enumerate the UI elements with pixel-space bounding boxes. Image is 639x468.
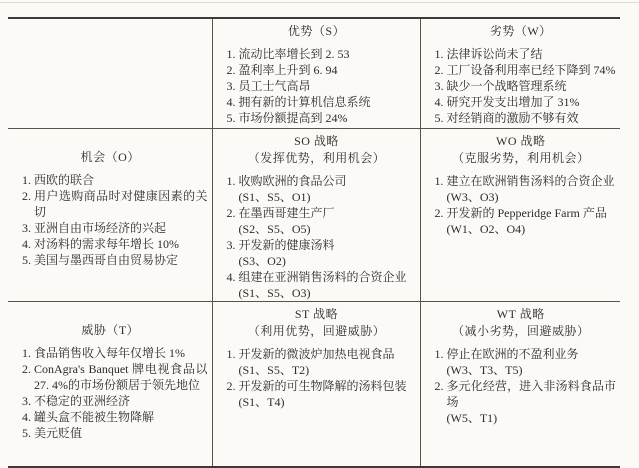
list-item bbox=[447, 173, 617, 205]
list-item: 3. 亚洲自由市场经济的兴起 bbox=[34, 220, 208, 236]
so-title: SO 战略 bbox=[294, 134, 339, 148]
wo-subtitle: （克服劣势，利用机会） bbox=[451, 151, 590, 165]
list-item bbox=[239, 269, 416, 301]
cell-st-strategies bbox=[212, 302, 420, 468]
list-item: 2. 工厂设备利用率已经下降到 74% bbox=[447, 62, 617, 78]
wt-list bbox=[426, 346, 617, 426]
list-item: 2. 用户选购商品时对健康因素的关切 bbox=[34, 188, 208, 220]
row-threats bbox=[8, 302, 620, 468]
strategy-text: 2. 开发新的 Pepperidge Farm 产品 bbox=[446, 206, 607, 220]
st-list bbox=[218, 346, 416, 410]
strategy-text: 2. 开发新的可生物降解的汤料包装 bbox=[238, 379, 407, 393]
threats-list bbox=[13, 345, 208, 441]
scan-artifact-line bbox=[0, 2, 639, 3]
strategy-ref: (S1、S5、O3) bbox=[238, 286, 311, 300]
list-item: 2. ConAgra's Banquet 牌电视食品以 27. 4%的市场份额居于领先地位 bbox=[34, 361, 208, 393]
row-opportunities bbox=[8, 129, 620, 302]
cell-strengths bbox=[212, 18, 420, 129]
list-item: 4. 对汤料的需求每年增长 10% bbox=[34, 236, 208, 252]
list-item: 4. 罐头盒不能被生物降解 bbox=[34, 409, 208, 425]
strategy-ref: (W3、T3、T5) bbox=[446, 363, 523, 377]
strategy-text: 1. 收购欧洲的食品公司 bbox=[238, 174, 347, 188]
wo-title: WO 战略 bbox=[496, 134, 546, 148]
strategy-text: 2. 多元化经营，进入非汤料食品市场 bbox=[446, 379, 616, 409]
list-item: 1. 流动比率增长到 2. 53 bbox=[239, 46, 416, 62]
list-item bbox=[447, 378, 617, 426]
wo-list bbox=[426, 173, 617, 237]
strategy-ref: (W3、O3) bbox=[446, 190, 499, 204]
list-item: 3. 不稳定的亚洲经济 bbox=[34, 393, 208, 409]
list-item bbox=[239, 378, 416, 410]
wt-title: WT 战略 bbox=[496, 307, 545, 321]
list-item bbox=[239, 346, 416, 378]
strategy-text: 3. 开发新的健康汤料 bbox=[238, 238, 335, 252]
strategy-ref: (W1、O2、O4) bbox=[446, 222, 526, 236]
list-item: 1. 法律诉讼尚未了结 bbox=[447, 46, 617, 62]
strategy-text: 4. 组建在亚洲销售汤料的合资企业 bbox=[238, 270, 407, 284]
row-strengths-weaknesses bbox=[8, 18, 620, 129]
cell-blank bbox=[8, 18, 212, 129]
strategy-text: 1. 建立在欧洲销售汤料的合资企业 bbox=[446, 174, 615, 188]
strengths-title: 优势（S） bbox=[287, 24, 346, 38]
cell-wo-strategies bbox=[420, 129, 620, 302]
strategy-ref: (S2、S5、O5) bbox=[238, 222, 311, 236]
opportunities-list bbox=[13, 172, 208, 268]
weaknesses-title: 劣势（W） bbox=[489, 24, 552, 38]
so-list bbox=[218, 173, 416, 301]
so-subtitle: （发挥优势，利用机会） bbox=[247, 151, 386, 165]
strategy-ref: (S1、S5、O1) bbox=[238, 190, 311, 204]
list-item: 1. 食品销售收入每年仅增长 1% bbox=[34, 345, 208, 361]
cell-opportunities bbox=[8, 129, 212, 302]
cell-weaknesses bbox=[420, 18, 620, 129]
swot-matrix-table bbox=[8, 17, 620, 468]
list-item bbox=[239, 237, 416, 269]
strategy-ref: (S1、S5、T2) bbox=[238, 363, 310, 377]
list-item bbox=[239, 173, 416, 205]
cell-wt-strategies bbox=[420, 302, 620, 468]
strategy-text: 1. 停止在欧洲的不盈利业务 bbox=[446, 347, 579, 361]
threats-title: 威胁（T） bbox=[81, 323, 140, 337]
strategy-text: 1. 开发新的微波炉加热电视食品 bbox=[238, 347, 395, 361]
list-item: 3. 缺少一个战略管理系统 bbox=[447, 78, 617, 94]
list-item: 1. 西欧的联合 bbox=[34, 172, 208, 188]
list-item: 3. 员工士气高昂 bbox=[239, 78, 416, 94]
strategy-ref: (W5、T1) bbox=[446, 411, 498, 425]
strategy-ref: (S3、O2) bbox=[238, 254, 286, 268]
list-item: 2. 盈利率上升到 6. 94 bbox=[239, 62, 416, 78]
strengths-list bbox=[218, 46, 416, 126]
list-item: 5. 市场份额提高到 24% bbox=[239, 110, 416, 126]
list-item: 5. 对经销商的激励不够有效 bbox=[447, 110, 617, 126]
st-title: ST 战略 bbox=[294, 307, 339, 321]
st-subtitle: （利用优势，回避威胁） bbox=[247, 324, 386, 338]
list-item: 5. 美元贬值 bbox=[34, 425, 208, 441]
weaknesses-list bbox=[426, 46, 617, 126]
opportunities-title: 机会（O） bbox=[80, 150, 140, 164]
strategy-ref: (S1、T4) bbox=[238, 395, 285, 409]
cell-so-strategies bbox=[212, 129, 420, 302]
list-item bbox=[447, 205, 617, 237]
strategy-text: 2. 在墨西哥建生产厂 bbox=[238, 206, 335, 220]
list-item: 4. 拥有新的计算机信息系统 bbox=[239, 94, 416, 110]
list-item bbox=[239, 205, 416, 237]
cell-threats bbox=[8, 302, 212, 468]
list-item: 5. 美国与墨西哥自由贸易协定 bbox=[34, 252, 208, 268]
wt-subtitle: （减小劣势，回避威胁） bbox=[451, 324, 590, 338]
list-item bbox=[447, 346, 617, 378]
list-item: 4. 研究开发支出增加了 31% bbox=[447, 94, 617, 110]
